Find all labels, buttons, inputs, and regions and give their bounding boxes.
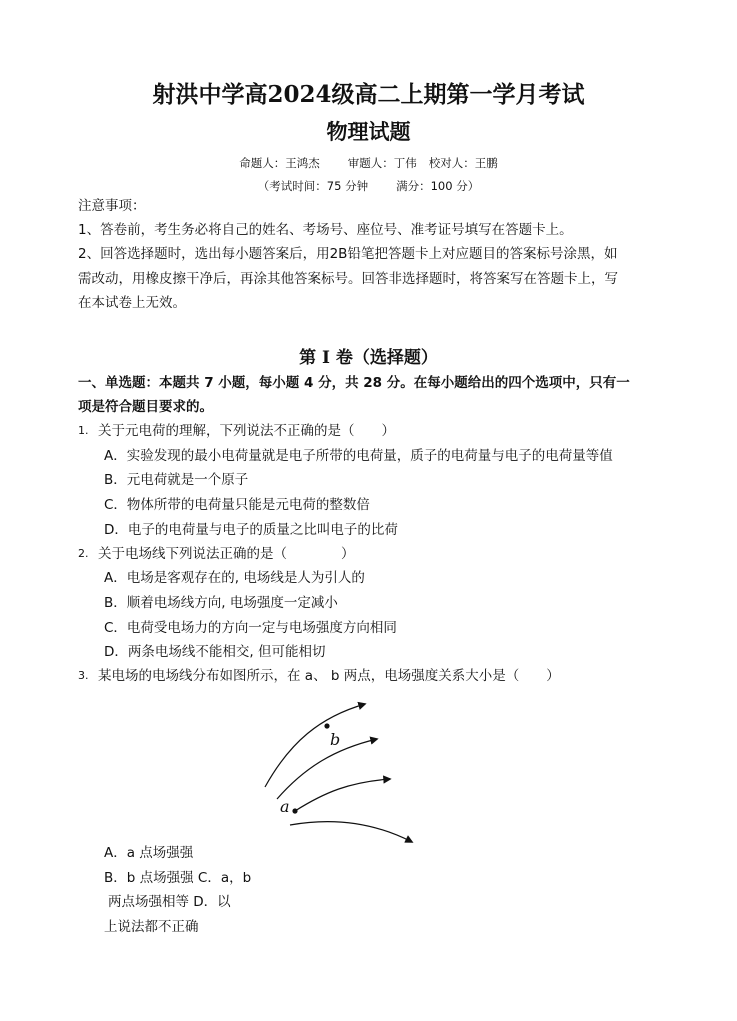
q1-option-a: A．实验发现的最小电荷量就是电子所带的电荷量，质子的电荷量与电子的电荷量等值 [104, 448, 613, 464]
point-b-label: b [330, 730, 341, 749]
q3-options-line-1: A．a 点场强强 [104, 845, 194, 861]
field-line-4 [290, 822, 412, 842]
q1-option-c: C．物体所带的电荷量只能是元电荷的整数倍 [104, 497, 370, 513]
notice-item-2-line-1: 2、回答选择题时，选出每小题答案后，用2B铅笔把答题卡上对应题目的答案标号涂黑，如 [78, 246, 618, 262]
notice-item-2-line-3: 在本试卷上无效。 [78, 295, 186, 311]
field-line-3 [295, 779, 390, 811]
exam-title: 射洪中学高2024级高二上期第一学月考试 [152, 81, 585, 108]
q2-option-b: B．顺着电场线方向, 电场强度一定减小 [104, 595, 338, 611]
time-score-line [0, 178, 737, 194]
q1-option-b: B．元电荷就是一个原子 [104, 472, 249, 488]
reviewer: 审题人：丁伟 [347, 156, 417, 170]
section-title: 第 I 卷（选择题） [299, 348, 438, 368]
q2-stem: 关于电场线下列说法正确的是（ ） [98, 546, 355, 562]
point-a-label: a [280, 797, 290, 816]
notice-item-1: 1、答卷前，考生务必将自己的姓名、考场号、座位号、准考证号填写在答题卡上。 [78, 222, 573, 238]
q3-stem: 某电场的电场线分布如图所示，在 a、 b 两点，电场强度关系大小是（ ） [98, 668, 560, 684]
subject-title: 物理试题 [326, 119, 411, 144]
q1-option-d: D．电子的电荷量与电子的质量之比叫电子的比荷 [104, 522, 398, 538]
q3-options-line-3: 两点场强相等 D．以 [108, 894, 231, 910]
staff-line [0, 155, 737, 171]
exam-time: （考试时间：75 分钟 [257, 179, 369, 193]
q2-option-d: D．两条电场线不能相交, 但可能相切 [104, 644, 326, 660]
point-b-dot [324, 723, 329, 728]
notice-item-2-line-2: 需改动，用橡皮擦干净后，再涂其他答案标号。回答非选择题时，将答案写在答题卡上，写 [78, 271, 618, 287]
q3-options-line-4: 上说法都不正确 [104, 919, 199, 935]
q1-number: 1. [78, 424, 89, 437]
q3-options-line-2: B．b 点场强强 C．a，b [104, 870, 252, 886]
electric-field-line-figure [255, 692, 425, 852]
section-intro-line-2: 项是符合题目要求的。 [78, 399, 213, 415]
q3-number: 3. [78, 669, 89, 682]
setter: 命题人：王鸿杰 [239, 156, 320, 170]
q2-option-c: C．电荷受电场力的方向一定与电场强度方向相同 [104, 620, 397, 636]
point-a-dot [292, 808, 297, 813]
full-score: 满分：100 分） [396, 179, 480, 193]
section-intro-line-1: 一、单选题：本题共 7 小题，每小题 4 分，共 28 分。在每小题给出的四个选项中，只有一 [78, 375, 630, 391]
checker: 校对人：王鹏 [428, 156, 498, 170]
field-line-1 [265, 704, 365, 787]
q2-option-a: A．电场是客观存在的, 电场线是人为引人的 [104, 570, 365, 586]
q2-number: 2. [78, 547, 89, 560]
notice-heading: 注意事项： [78, 198, 146, 214]
q1-stem: 关于元电荷的理解，下列说法不正确的是（ ） [98, 423, 395, 439]
